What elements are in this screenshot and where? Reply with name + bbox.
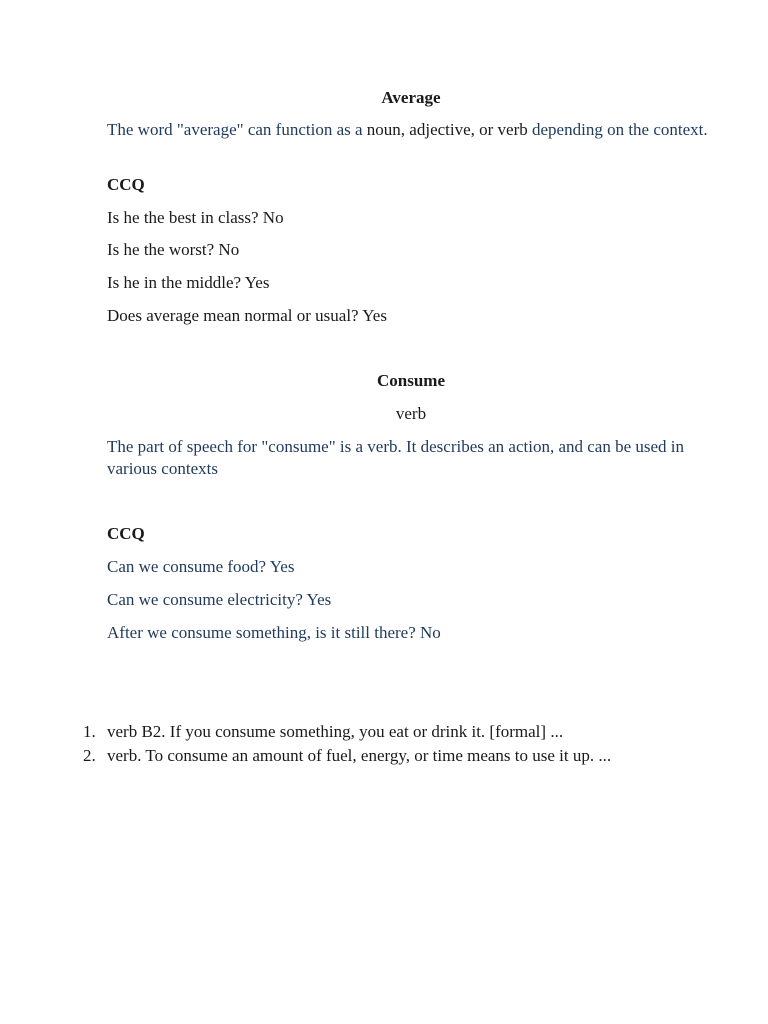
average-intro-highlight: noun, adjective, or verb bbox=[366, 120, 528, 139]
definition-number: 2. bbox=[83, 746, 96, 765]
definition-text: verb. To consume an amount of fuel, energy, or time means to use it up. ... bbox=[107, 746, 612, 765]
average-question-4: Does average mean normal or usual? Yes bbox=[107, 306, 387, 325]
consume-ccq-heading: CCQ bbox=[107, 524, 145, 543]
consume-description: The part of speech for "consume" is a verb. It describes an action, and can be used in various contexts bbox=[107, 437, 685, 478]
average-question-1: Is he the best in class? No bbox=[107, 208, 284, 227]
consume-question-1: Can we consume food? Yes bbox=[107, 557, 295, 576]
consume-question-2: Can we consume electricity? Yes bbox=[107, 590, 332, 609]
average-ccq-heading: CCQ bbox=[107, 175, 145, 194]
average-intro bbox=[107, 119, 717, 141]
average-intro-end: depending on the context. bbox=[532, 120, 708, 139]
average-question-3: Is he in the middle? Yes bbox=[107, 273, 270, 292]
definition-text: verb B2. If you consume something, you eat or drink it. [formal] ... bbox=[107, 722, 564, 741]
consume-part-of-speech: verb bbox=[395, 404, 427, 423]
consume-question-3: After we consume something, is it still there? No bbox=[107, 623, 441, 642]
definition-item bbox=[83, 744, 727, 768]
consume-title: Consume bbox=[376, 371, 445, 390]
average-question-2: Is he the worst? No bbox=[107, 240, 240, 259]
definition-item bbox=[83, 720, 727, 744]
definitions-list bbox=[83, 720, 727, 768]
average-intro-start: The word "average" can function as a bbox=[107, 120, 363, 139]
definition-number: 1. bbox=[83, 722, 96, 741]
average-title: Average bbox=[381, 88, 441, 107]
